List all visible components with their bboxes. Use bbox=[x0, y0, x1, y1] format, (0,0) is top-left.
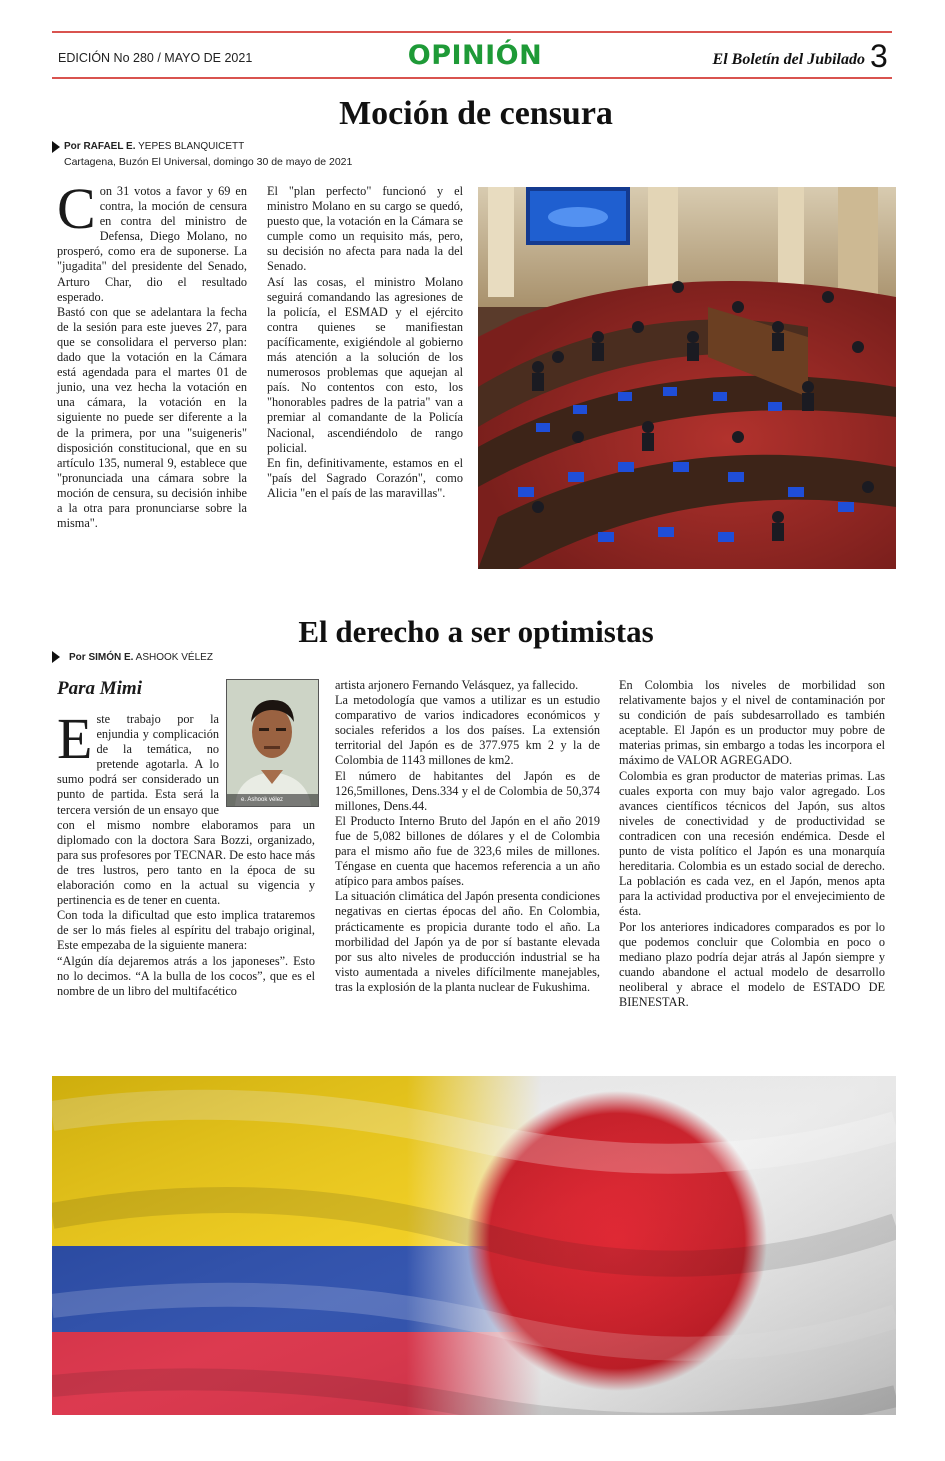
article2-byline-prefix: Por SIMÓN E. bbox=[69, 652, 134, 663]
byline-arrow-icon bbox=[52, 141, 60, 153]
article1-byline-name: YEPES BLANQUICETT bbox=[135, 141, 245, 152]
article1-column-2 bbox=[267, 184, 463, 501]
photo-icon bbox=[478, 187, 896, 569]
flag-icon bbox=[52, 1076, 896, 1415]
article1-byline-prefix: Por RAFAEL E. bbox=[64, 141, 136, 152]
article2-paragraph: Colombia es gran productor de materias primas. Las cuales exporta con muy bajo valor agregado. Los avances científicos técnicos del Japón, sus altos niveles de conectividad y de productividad se contradicen con una recesión endémica. Desde el punto de vista político el Japón es una monarquía hereditaria. Colombia es un estado social de derecho. La población es cada vez, en el Japón, menos apta para la actividad productiva por el envejecimiento de ésta. bbox=[619, 768, 885, 919]
header-bottom-rule bbox=[52, 77, 892, 79]
article1-paragraph bbox=[57, 176, 247, 305]
byline-arrow-icon bbox=[52, 651, 60, 663]
drop-cap: E bbox=[57, 706, 93, 771]
article2-paragraph: El número de habitantes del Japón es de 126,5millones, Dens.334 y el de Colombia de 50,374 millones, Dens.44. bbox=[335, 768, 600, 813]
article2-paragraph: “Algún día dejaremos atrás a los japoneses”. Esto no lo decimos. “A la bulla de los cocos”, que es el nombre de un libro del multifacético bbox=[57, 953, 315, 998]
portrait-spacer bbox=[219, 712, 315, 808]
article2-paragraph: artista arjonero Fernando Velásquez, ya fallecido. bbox=[335, 678, 579, 692]
article1-paragraph: Bastó con que se adelantara la fecha de la sesión para este jueves 27, para que se consolidara el perverso plan: dado que la votación en la Cámara está agendada para el martes 01 de junio, una vez hecha la votación en una cámara, la votación en la siguiente no puede ser diferente a la de la primera, por una "suigeneris" disposición constitucional, que en su artículo 135, numeral 9, establece que "pronunciada una cámara sobre la moción de censura, su decisión inhibe a la otra para pronunciarse sobre la misma". bbox=[57, 304, 247, 531]
drop-cap: C bbox=[57, 176, 96, 241]
article2-paragraph: El Producto Interno Bruto del Japón en el año 2019 fue de 5,082 billones de dólares y el de Colombia para el mismo año fue de 323,6 miles de millones. Téngase en cuenta que hacemos referencia a un año atípico para ambos países. bbox=[335, 813, 600, 889]
article1-title: Moción de censura bbox=[339, 95, 613, 132]
section-title: OPINIÓN bbox=[407, 40, 543, 71]
article2-byline bbox=[69, 652, 213, 663]
article2-column-3 bbox=[619, 678, 885, 1010]
colombia-japan-flags bbox=[52, 1076, 896, 1415]
publication-name: El Boletín del Jubilado bbox=[712, 51, 865, 68]
article2-paragraph: Con toda la dificultad que esto implica trataremos de ser lo más fieles al espíritu del trabajo original, Este empezaba de la siguiente manera: bbox=[57, 908, 315, 953]
portrait-caption: e. Ashook vélez bbox=[227, 794, 318, 806]
article1-column-1 bbox=[57, 176, 247, 531]
page-number: 3 bbox=[870, 38, 888, 74]
parliament-photo bbox=[478, 187, 896, 569]
article1-paragraph: Así las cosas, el ministro Molano seguirá comandando las agresiones de la policía, el ESMAD y el ejército contra quienes se manifiestan pacíficamente, exigiéndole al gobierno más atención a la solución de los numerosos problemas que aquejan al país. No contentos con esto, los "honorables padres de la patria" van a premiar al comandante de la Policía Nacional, ascendiéndolo de rango policial. bbox=[267, 274, 463, 455]
article1-byline bbox=[64, 141, 244, 152]
article2-paragraph: En Colombia los niveles de morbilidad son relativamente bajos y el nivel de contaminación por su condición de país subdesarrollado es también aceptable. El Japón es un productor muy pobre de materias primas, sin embargo a todas les incorpora el máximo de VALOR AGREGADO. bbox=[619, 678, 885, 768]
article1-source: Cartagena, Buzón El Universal, domingo 30 de mayo de 2021 bbox=[64, 156, 353, 168]
article2-paragraph: Por los anteriores indicadores comparados es por lo que podemos concluir que Colombia en poco o mediano plazo podría dejar atrás al Japón siempre y cuando abandone el actual modelo de desarrollo neoliberal y abrace el modelo de ESTADO DE BIENESTAR. bbox=[619, 919, 885, 1009]
dedication: Para Mimi bbox=[57, 678, 142, 699]
edition-label: EDICIÓN No 280 / MAYO DE 2021 bbox=[58, 51, 253, 65]
article2-column-2 bbox=[335, 678, 600, 995]
article2-column-1 bbox=[57, 706, 315, 999]
article1-paragraph: El "plan perfecto" funcionó y el ministro Molano en su cargo se quedó, puesto que, la votación en la Cámara se cumple como un requisito más, pero, su decisión no afecta para nada la del Senado. bbox=[267, 184, 463, 274]
header-top-rule bbox=[52, 31, 892, 33]
article2-paragraph: La metodología que vamos a utilizar es un estudio comparativo de varios indicadores económicos y sociales referidos a los dos países. La extensión territorial del Japón es de 377.975 km 2 y la de Colombia de 1143 millones de km2. bbox=[335, 693, 600, 768]
article1-paragraph: En fin, definitivamente, estamos en el "país del Sagrado Corazón", como Alicia "en el país de las maravillas". bbox=[267, 455, 463, 500]
article2-paragraph: ste trabajo por la enjundia y complicación de la temática, no pretende agotarla. A lo sumo podrá ser considerado un punto de partida. Esta será la tercera versión de un ensayo que con el mismo nombre elaboramos para un diplomado con la doctora Sara Bozzi, organizado, para sus profesores por TECNAR. De esto hace más de tres lustros, pero tanto en la época de su elaboración como en la actual su vigencia y pertinencia es de tener en cuenta. bbox=[57, 712, 315, 908]
paragraph-text: on 31 votos a favor y 69 en contra, la moción de censura en contra del ministro de Defensa, Diego Molano, no prosperó, como era de suponerse. La "jugadita" del presidente del Senado, Arturo Char, dio el resultado esperado. bbox=[57, 184, 247, 304]
article2-paragraph: La situación climática del Japón presenta condiciones negativas en ciertas épocas del año. En Colombia, prácticamente es propicia durante todo el año. La morbilidad del Japón ya de por sí bastante elevada por sus alto niveles de producción industrial se ha visto aumentada a niveles difícilmente manejables, tras la explosión de la planta nuclear de Fukushima. bbox=[335, 889, 600, 994]
article2-title: El derecho a ser optimistas bbox=[298, 614, 654, 649]
article2-byline-name: ASHOOK VÉLEZ bbox=[133, 652, 213, 663]
